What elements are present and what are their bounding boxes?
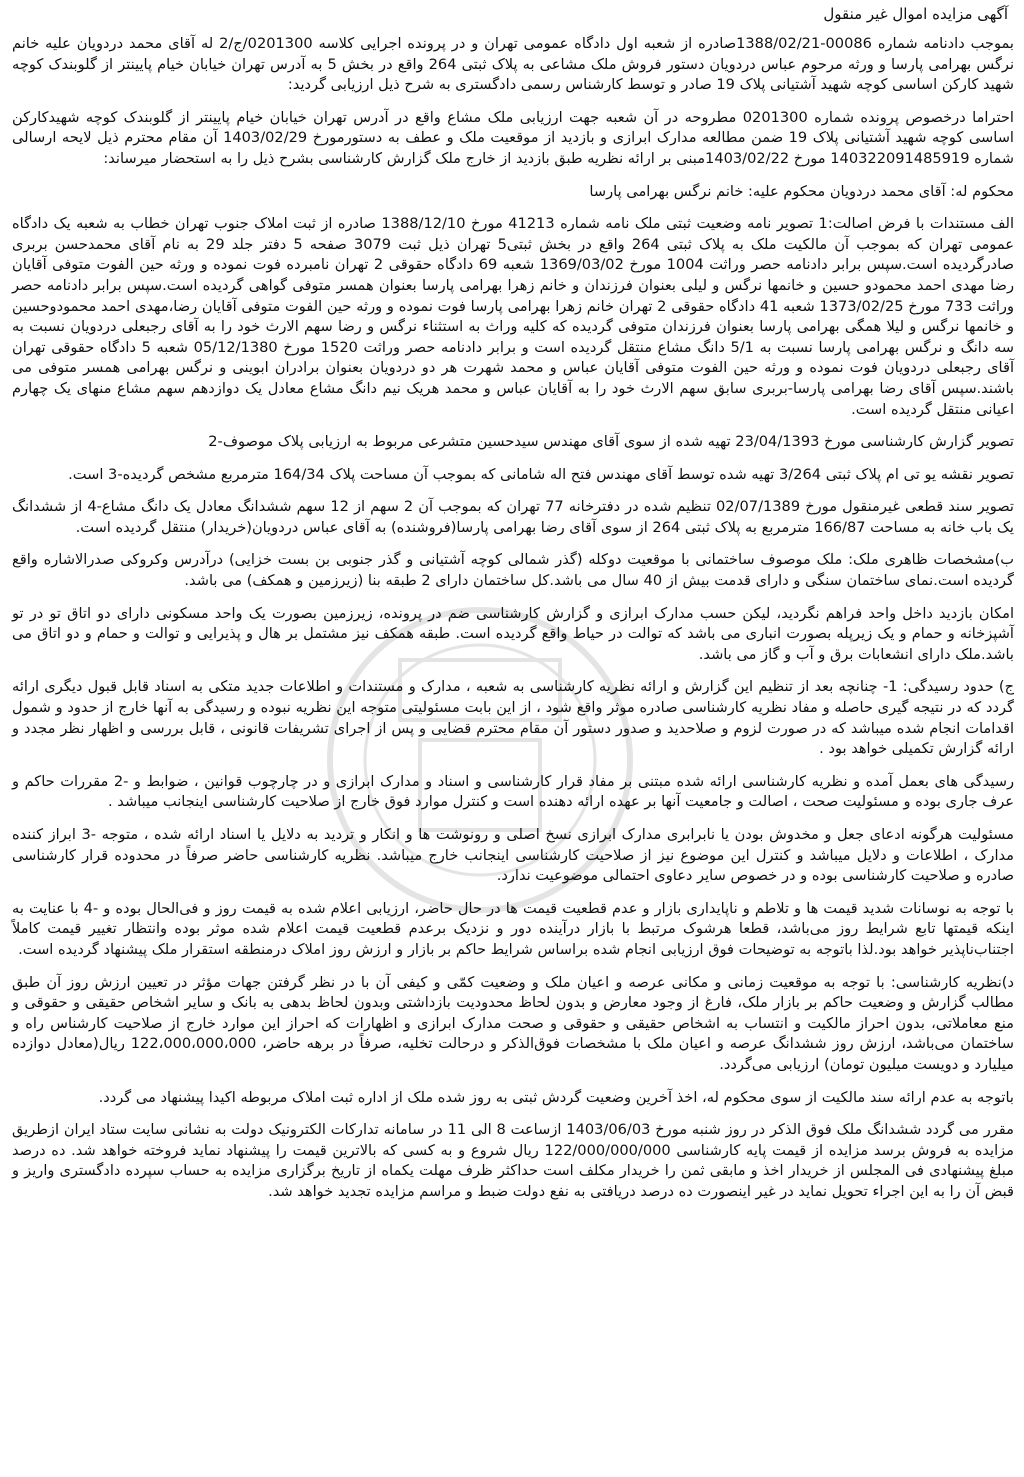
documents-paragraph: الف مستندات با فرض اصالت:1 تصویر نامه وضعیت ثبتی ملک نامه شماره 41213 مورخ 1388/12/10 صادره از ثبت املاک جنوب تهران خطاب به شعبه یک دادگاه عمومی تهران که بموجب آن مالکیت ملک به پلاک ثبتی 264 واقع در بخش ثبتی5 تهران ذیل ثبت 3079 صفحه 5 دفتر جلد 29 به نام آقای محمدحسن بربری صادرگردیده است.سپس برابر دادنامه حصر وراثت 1004 مورخ 1369/03/02 شعبه 69 دادگاه حقوقی 2 تهران نامبرده فوت نموده و ورثه حین الفوت متوفی آقایان رضا مهدی احمد محمودو حسین و خانمها نرگس و لیلی بعنوان فرزندان و خانم زهرا بهرامی پارسا بعنوان همسر متوفی گواهی گردیده است.سپس برابر دادنامه حصر وراثت 733 مورخ 1373/02/25 شعبه 41 دادگاه حقوقی 2 تهران خانم زهرا بهرامی پارسا فوت نموده و ورثه حین الفوت متوفی آقایان رضا،مهدی احمد محمودوحسین و خانمها نرگس و لیلا همگی بهرامی پارسا بعنوان فرزندان متوفی گردیده که کلیه وراث به استثناء نرگس و رضا سهم الارث خود را به آقای رجبعلی دردویان نسبت به سه دانگ و نرگس بهرامی پارسا نسبت به 5/1 دانگ مشاع منتقل گردیده است و برابر دادنامه حصر وراثت 1520 مورخ 05/12/1380 شعبه 5 دادگاه حقوقی تهران آقای رجبعلی دردویان فوت نموده و ورثه حین الفوت متوفی آقایان عباس و محمد شهرت هر دو دردویان بعنوان برادران ابوینی و نرگس بهرامی همسر متوفی می باشند.سپس آقای رضا بهرامی پارسا-بربری سابق سهم الارث خود را به آقایان عباس و محمد هریک نیم دانگ مشاع معادل یک دوازدهم سهم مشاع منهای یک چهارم اعیانی منتقل گردیده است.	[12, 215, 1015, 418]
request-paragraph: احتراما درخصوص پرونده شماره 0201300 مطروحه در آن شعبه جهت ارزیابی ملک مشاع واقع در آدرس تهران خیابان خیام پایینتر از گلوبندک کوچه شهیدکارکن اساسی کوچه شهید آشتیانی پلاک 19 ضمن مطالعه مدارک ابرازی و بازدید از موقعیت ملک و عطف به دستورمورخ 1403/02/29 آن مقام محترم ذیل لایحه ارسالی شماره 140322091485919 مورخ 1403/02/22مبنی بر ارائه نظریه طبق بازدید از خارج ملک گزارش کارشناسی بشرح ذیل را به استحضار میرساند:	[12, 108, 1014, 167]
scope-item-3: مسئولیت هرگونه ادعای جعل و مخدوش بودن یا نابرابری مدارک ابرازی نسخ اصلی و رونوشت ها و انکار و تردید به دلایل یا اسناد ارائه شده ، متوجه -3 ابراز کننده مدارک ، اطلاعات و دلایل میباشد و کنترل این موضوع نیز از صلاحیت کارشناسی اینجانب خارج میباشد. نظریه کارشناسی حاضر صرفاً در محدوده قرار کارشناسی صادره و صلاحیت کارشناسی بوده و در خصوص سایر دعاوی احتمالی موضوعیت ندارد.	[12, 826, 1014, 885]
scope-item-1: ج) حدود رسیدگی: 1- چنانچه بعد از تنظیم این گزارش و ارائه نظریه کارشناسی به شعبه ، مدارک و مستندات و اطلاعات جدید متکی به اسناد قابل قبول دیگری ارائه گردد که در نتیجه گیری حاصله و مفاد نظریه کارشناسی صادره موثر واقع شود ، از این بابت مسئولیتی متوجه این نظریه نبوده و رسیدگی به آنها خارج از حدود و شمول اقدامات انجام شده میباشد که در صورت لزوم و صلاحدید و صدور دستور آن مقام محترم قضایی و پس از اجرای تشریفات قانونی ، قابل بررسی و اظهار نظر مجدد و ارائه گزارش تکمیلی خواهد بود .	[12, 678, 1014, 758]
expert-opinion-paragraph: د)نظریه کارشناسی: با توجه به موقعیت زمانی و مکانی عرصه و اعیان ملک و وضعیت کمّی و کیفی آن با در نظر گرفتن جهات مؤثر در تعیین ارزش روز آن طبق مطالب گزارش و وضعیت حاکم بر بازار ملک، فارغ از وجود معارض و بدون لحاظ محدودیت بازداشتی وبدون لحاظ بدهی به بانک و سایر اشخاص حقیقی و حقوقی و منع معاملاتی، بدون احراز مالکیت و انتساب به اشخاص حقیقی و حقوقی و صحت مدارک ابرازی و اظهارات که احراز این موارد خارج از صلاحیت کارشناس راه و ساختمان می‌باشد، ارزش روز ششدانگ عرصه و اعیان ملک با مشخصات فوق‌الذکر و درحالت تخلیه، صرفاً در برهه حاضر، 122،000،000،000 ریال(معادل دوازده میلیارد و دویست میلیون تومان) ارزیابی می‌گردد.	[12, 973, 1014, 1073]
document-item-4: تصویر سند قطعی غیرمنقول مورخ 02/07/1389 تنظیم شده در دفترخانه 77 تهران که بموجب آن 2 سهم از 12 سهم ششدانگ معادل یک دانگ مشاع-4 از ششدانگ یک باب خانه به مساحت 166/87 مترمربع به پلاک ثبتی 264 از سوی آقای رضا بهرامی پارسا(فروشنده) به آقای عباس دردویان(خریدار) منتقل گردیده است.	[12, 498, 1014, 536]
notice-title: آگهی مزایده اموال غیر منقول	[823, 5, 1008, 23]
scope-item-4: با توجه به نوسانات شدید قیمت ها و تلاطم و ناپایداری بازار و عدم قطعیت قیمت ها در حال حاضر، ارزیابی اعلام شده به قیمت روز و فی‌الحال بوده و -4 با عنایت به اینکه قیمتها تابع شرایط روز می‌باشد، قطعا هرشوک مرتبط با بازار درآینده دور و نزدیک برعدم قطعیت قیمت اعلام شده موثر بوده وانتظار تغییر قیمت کاملاً اجتناب‌ناپذیر خواهد بود.لذا باتوجه به توضیحات فوق ارزیابی انجام شده براساس شرایط حاکم بر بازار و ارزش روز املاک درمنطقه استقرار ملک پیشنهاد گردیده است.	[12, 899, 1014, 958]
document-item-2: تصویر گزارش کارشناسی مورخ 23/04/1393 تهیه شده از سوی آقای مهندس سیدحسین متشرعی مربوط به ارزیابی پلاک موصوف-2	[208, 433, 1014, 451]
intro-paragraph: بموجب دادنامه شماره 00086-1388/02/21صادره از شعبه اول دادگاه عمومی تهران و در پرونده اجرایی کلاسه 0201300/ج/2 له آقای محمد دردویان علیه خانم نرگس بهرامی پارسا و ورثه مرحوم عباس دردویان دستور فروش ملک مشاعی به پلاک ثبتی 264 واقع در بخش 5 به آدرس تهران خیابان خیام پایینتر از گلوبندک کوچه شهید کارکن اساسی کوچه شهید آشتیانی پلاک 19 صادر و توسط کارشناس رسمی دادگستری به شرح ذیل ارزیابی گردید:	[12, 35, 1015, 94]
parties-line: محکوم له: آقای محمد دردویان محکوم علیه: خانم نرگس بهرامی پارسا	[589, 182, 1014, 200]
scope-item-2: رسیدگی های بعمل آمده و نظریه کارشناسی ارائه شده مبتنی بر مفاد قرار کارشناسی و اسناد و مدارک ابرازی و در چارچوب قوانین ، ضوابط و -2 مقررات حاکم و عرف جاری بوده و مسئولیت صحت ، اصالت و جامعیت آنها بر عهده ارائه دهنده است و کنترل موارد فوق خارج از صلاحیت کارشناسی اینجانب میباشد .	[12, 772, 1015, 811]
inspection-paragraph: امکان بازدید داخل واحد فراهم نگردید، لیکن حسب مدارک ابرازی و گزارش کارشناسی ضم در پرونده، زیرزمین بصورت یک واحد مسکونی دارای دو اتاق تو در تو آشپزخانه و حمام و یک زیرپله بصورت انباری می باشد که توالت در حیاط واقع گردیده است. طبقه همکف نیز مشتمل بر هال و پذیرایی و توالت و حمام و دو اتاق می باشد.ملک دارای انشعابات برق و آب و گاز می باشد.	[12, 604, 1014, 663]
recommendation-paragraph: باتوجه به عدم ارائه سند مالکیت از سوی محکوم له، اخذ آخرین وضعیت گردش ثبتی به روز شده ملک از اداره ثبت املاک مربوطه اکیدا پیشنهاد می گردد.	[98, 1088, 1014, 1106]
auction-terms-paragraph: مقرر می گردد ششدانگ ملک فوق الذکر در روز شنبه مورخ 1403/06/03 ازساعت 8 الی 11 در سامانه تدارکات الکترونیک دولت به نشانی سایت ستاد ایران ازطریق مزایده به فروش برسد مزایده از قیمت پایه کارشناسی 122/000/000/000 ریال شروع و به کسی که بالاترین قیمت را پیشنهاد نماید فروخته خواهد شد. ده درصد مبلغ پیشنهادی فی المجلس از خریدار اخذ و مابقی ثمن را خریدار مکلف است حداکثر ظرف مهلت یکماه از تاریخ برگزاری مزایده به حساب سپرده دادگستری واریز و قبض آن را به این اجراء تحویل نماید در غیر اینصورت ده درصد دریافتی به نفع دولت ضبط و مراسم مزایده تجدید خواهد شد.	[12, 1121, 1014, 1200]
document-item-3: تصویر نقشه یو تی ام پلاک ثبتی 3/264 تهیه شده توسط آقای مهندس فتح اله شامانی که بموجب آن مساحت پلاک 164/34 مترمربع مشخص گردیده-3 است.	[68, 465, 1014, 483]
property-specs-paragraph: ب)مشخصات ظاهری ملک: ملک موصوف ساختمانی با موقعیت دوکله (گذر شمالی کوچه آشتیانی و گذر جنوبی بن بست خزایی) درآدرس وکروکی صدرالاشاره واقع گردیده است.نمای ساختمان سنگی و دارای قدمت بیش از 40 سال می باشد.کل ساختمان دارای 2 طبقه بنا (زیرزمین و همکف) می باشد.	[12, 551, 1014, 590]
